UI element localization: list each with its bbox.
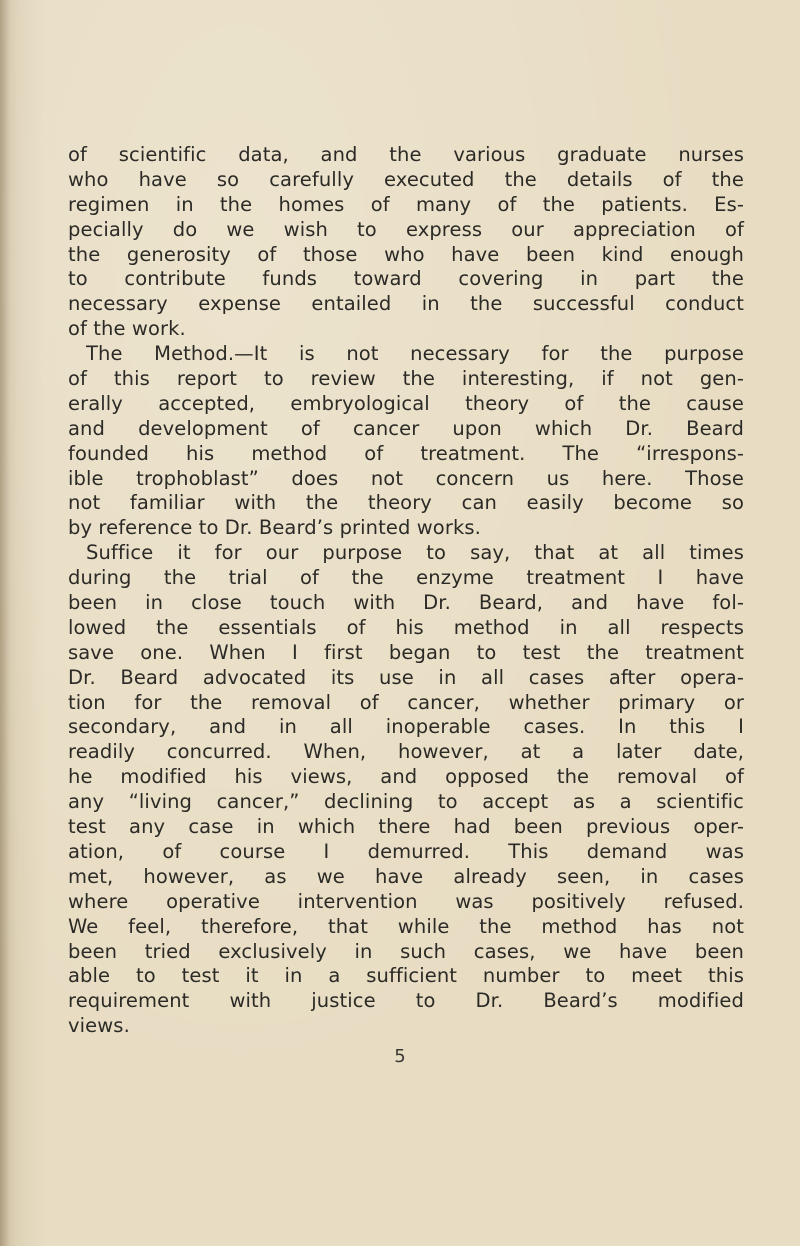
- text-line: to contribute funds toward covering in part the: [68, 267, 744, 291]
- text-line: not familiar with the theory can easily become so: [68, 491, 744, 515]
- text-line: during the trial of the enzyme treatment I have: [68, 566, 744, 590]
- text-line: We feel, therefore, that while the method has not: [68, 914, 744, 938]
- text-line: any “living cancer,” declining to accept as a scientific: [68, 790, 744, 814]
- text-line: and development of cancer upon which Dr. Beard: [68, 416, 744, 440]
- text-line: of the work.: [68, 317, 186, 341]
- text-line: ation, of course I demurred. This demand was: [68, 839, 744, 863]
- text-line: Dr. Beard advocated its use in all cases after opera-: [68, 665, 744, 689]
- text-line: where operative intervention was positively refused.: [68, 889, 744, 913]
- text-line: who have so carefully executed the details of the: [68, 167, 744, 191]
- text-line: views.: [68, 1014, 130, 1038]
- text-line: of this report to review the interesting, if not gen-: [68, 367, 744, 391]
- text-line: been in close touch with Dr. Beard, and have fol-: [68, 591, 744, 615]
- text-line: ible trophoblast” does not concern us here. Those: [68, 466, 744, 490]
- text-line: Suffice it for our purpose to say, that at all times: [86, 541, 744, 565]
- text-line: founded his method of treatment. The “irrespons-: [68, 441, 744, 465]
- text-line: he modified his views, and opposed the removal of: [68, 765, 744, 789]
- text-line: able to test it in a sufficient number to meet this: [68, 964, 744, 988]
- text-line: pecially do we wish to express our appreciation of: [68, 217, 744, 241]
- text-line: readily concurred. When, however, at a later date,: [68, 740, 744, 764]
- text-line: test any case in which there had been previous oper-: [68, 815, 744, 839]
- text-line: necessary expense entailed in the successful conduct: [68, 292, 744, 316]
- text-line: tion for the removal of cancer, whether primary or: [68, 690, 744, 714]
- text-line: The Method.—It is not necessary for the purpose: [86, 342, 744, 366]
- page-number: 5: [394, 1046, 406, 1067]
- text-line: requirement with justice to Dr. Beard’s modified: [68, 989, 744, 1013]
- text-line: erally accepted, embryological theory of the cause: [68, 391, 744, 415]
- text-line: regimen in the homes of many of the patients. Es-: [68, 192, 744, 216]
- text-line: the generosity of those who have been kind enough: [68, 242, 744, 266]
- text-line: save one. When I first began to test the treatment: [68, 640, 744, 664]
- text-line: been tried exclusively in such cases, we have been: [68, 939, 744, 963]
- text-line: lowed the essentials of his method in all respects: [68, 615, 744, 639]
- body-text: [68, 143, 744, 1039]
- text-line: by reference to Dr. Beard’s printed works.: [68, 516, 481, 540]
- text-line: secondary, and in all inoperable cases. In this I: [68, 715, 744, 739]
- text-line: met, however, as we have already seen, in cases: [68, 864, 744, 888]
- text-line: of scientific data, and the various graduate nurses: [68, 143, 744, 166]
